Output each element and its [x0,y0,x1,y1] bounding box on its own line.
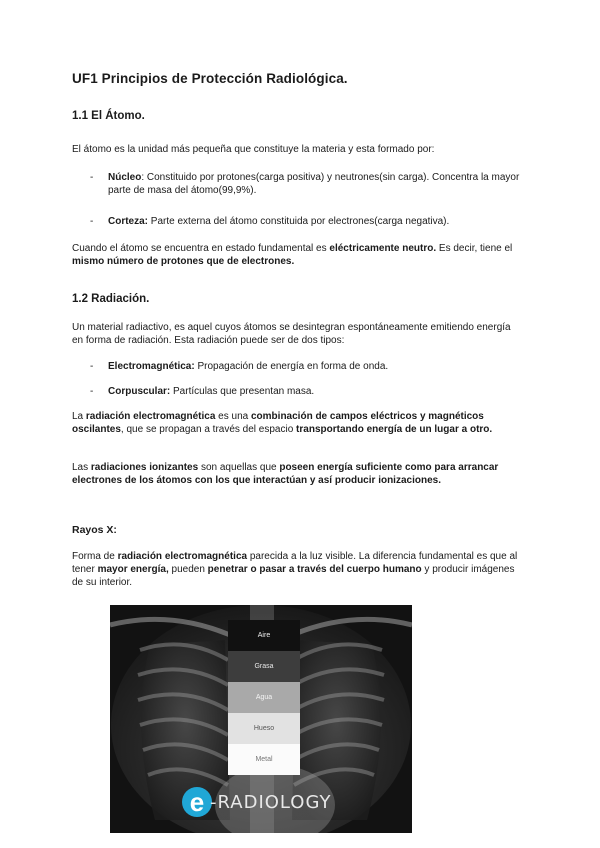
bold-run: combinación de campos eléctricos y magnéticos oscilantes [72,411,484,435]
text-run: y producir imágenes de su interior. [72,564,515,588]
density-scale-cell-agua: Agua [228,682,300,713]
neutral-atom-paragraph [72,242,522,268]
bold-run: mismo número de protones que de electrones. [72,256,295,267]
density-scale-cell-metal: Metal [228,744,300,775]
bold-run: radiación electromagnética [117,551,248,562]
atom-intro-paragraph: El átomo es la unidad más pequeña que constituye la materia y esta formado por: [72,144,435,155]
bullet-text [108,171,522,197]
text-run: Las [72,462,91,473]
bullet-text [108,385,522,398]
chest-xray-figure [110,605,412,833]
text-run: parecida a la luz visible. La diferencia fundamental es que al tener [72,551,518,575]
ionizing-radiation-paragraph [72,461,522,487]
nucleo-description: : Constituido por protones(carga positiva) y neutrones(sin carga). Concentra la mayor parte de masa del átomo(99,9%). [108,172,520,196]
bullet-text [108,215,522,228]
e-radiology-logo [182,783,332,821]
term-nucleo: Núcleo [108,172,142,183]
bullet-corteza [90,215,522,228]
text-run: , que se propagan a través del espacio [120,424,297,435]
section-heading-radiacion: 1.2 Radiación. [72,293,150,305]
bullet-electromagnetica [90,360,522,373]
density-scale-cell-hueso: Hueso [228,713,300,744]
text-run: Es decir, tiene el [436,243,513,254]
bullet-corpuscular [90,385,522,398]
radiation-intro-paragraph: Un material radiactivo, es aquel cuyos átomos se desintegran espontáneamente emitiendo energía en forma de radiación. Esta radiación puede ser de dos tipos: [72,322,511,346]
bullet-nucleo [90,171,522,197]
bullet-dash: - [90,361,94,372]
text-run: es una [215,411,251,422]
density-scale [228,620,300,775]
bold-run: penetrar o pasar a través del cuerpo humano [207,564,422,575]
text-run: La [72,411,86,422]
bullet-text [108,360,522,373]
em-radiation-paragraph [72,410,522,436]
corpuscular-description: Partículas que presentan masa. [170,386,315,397]
section-heading-atomo: 1.1 El Átomo. [72,110,145,122]
bold-run: radiación electromagnética [85,411,216,422]
text-run: Forma de [72,551,118,562]
density-scale-cell-aire: Aire [228,620,300,651]
bold-run: mayor energía, [97,564,169,575]
text-run: pueden [168,564,208,575]
logo-e-badge: e [182,787,212,817]
bold-run: poseen energía suficiente como para arrancar electrones de los átomos con los que interactúan y así producir ionizaciones. [72,462,499,486]
bold-run: eléctricamente neutro. [329,243,437,254]
text-run: son aquellas que [198,462,280,473]
document-title: UF1 Principios de Protección Radiológica. [72,71,348,86]
section-heading-rayos-x: Rayos X: [72,524,117,536]
bold-run: radiaciones ionizantes [90,462,199,473]
bullet-dash: - [90,216,94,227]
density-scale-cell-grasa: Grasa [228,651,300,682]
bold-run: transportando energía de un lugar a otro. [296,424,493,435]
xray-paragraph [72,550,522,589]
text-run: Cuando el átomo se encuentra en estado fundamental es [72,243,330,254]
bullet-dash: - [90,386,94,397]
electromagnetica-description: Propagación de energía en forma de onda. [194,361,389,372]
bullet-dash: - [90,172,94,183]
corteza-description: Parte externa del átomo constituida por electrones(carga negativa). [148,216,450,227]
term-electromagnetica: Electromagnética: [108,361,195,372]
term-corteza: Corteza: [108,216,149,227]
logo-wordmark: -RADIOLOGY [210,791,332,813]
term-corpuscular: Corpuscular: [108,386,171,397]
